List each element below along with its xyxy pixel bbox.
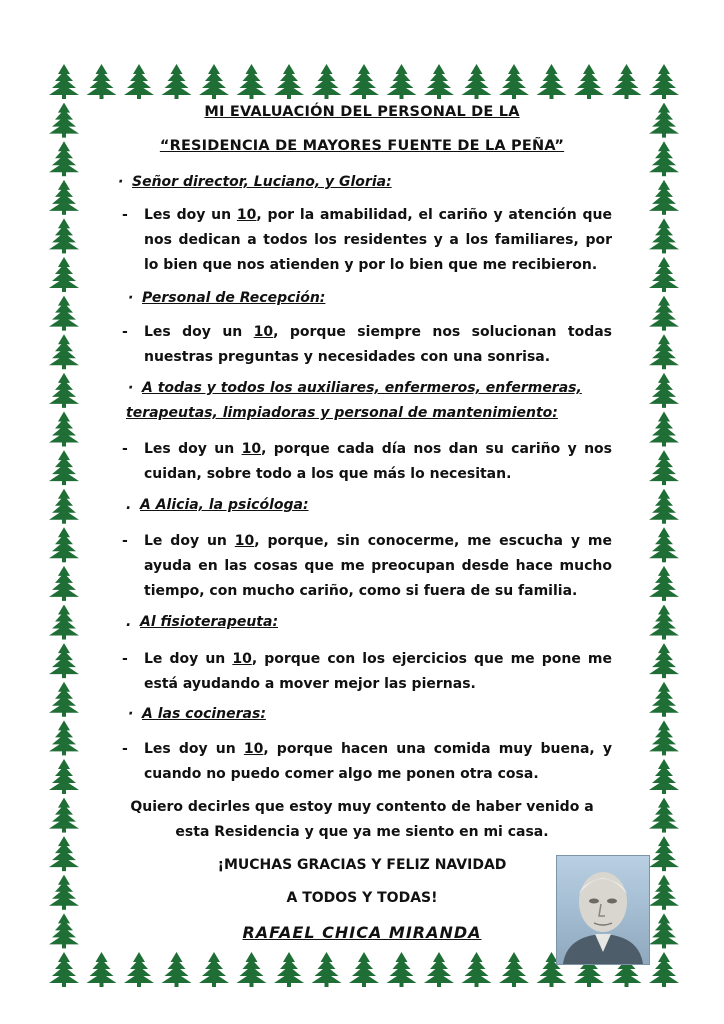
closing-line-1: Quiero decirles que estoy muy contento de haber venido a (130, 799, 594, 815)
christmas-tree-icon (649, 720, 679, 755)
christmas-tree-icon (49, 566, 79, 601)
christmas-tree-icon (49, 334, 79, 369)
christmas-tree-icon (49, 720, 79, 755)
christmas-tree-icon (537, 64, 567, 99)
christmas-tree-icon (49, 373, 79, 408)
christmas-tree-icon (312, 952, 342, 987)
closing-line-2: esta Residencia y que ya me siento en mi casa. (175, 824, 549, 840)
christmas-tree-icon (649, 527, 679, 562)
christmas-tree-icon (49, 759, 79, 794)
christmas-tree-icon (649, 952, 679, 987)
thanks-line-2: A TODOS Y TODAS! (286, 890, 438, 906)
christmas-tree-icon (462, 64, 492, 99)
christmas-tree-icon (349, 64, 379, 99)
christmas-tree-icon (649, 296, 679, 331)
christmas-tree-icon (649, 411, 679, 446)
christmas-tree-icon (649, 489, 679, 524)
christmas-tree-icon (49, 952, 79, 987)
christmas-tree-icon (49, 64, 79, 99)
section-text-psychologist: - Le doy un 10, porque, sin conocerme, me escucha y me ayuda en las cosas que me preocupan desde hace mucho tiempo, con mucho cariño, como si fuera de su familia. (122, 533, 612, 599)
christmas-tree-icon (649, 218, 679, 253)
christmas-tree-icon (312, 64, 342, 99)
christmas-tree-icon (49, 450, 79, 485)
christmas-tree-icon (649, 759, 679, 794)
christmas-tree-icon (87, 952, 117, 987)
section-heading-cooks: · A las cocineras: (128, 706, 266, 722)
christmas-tree-icon (274, 952, 304, 987)
thanks-line-1: ¡MUCHAS GRACIAS Y FELIZ NAVIDAD (217, 857, 507, 873)
christmas-tree-icon (649, 64, 679, 99)
christmas-tree-icon (124, 952, 154, 987)
christmas-tree-icon (649, 643, 679, 678)
christmas-tree-icon (237, 952, 267, 987)
christmas-tree-icon (87, 64, 117, 99)
christmas-tree-icon (237, 64, 267, 99)
christmas-tree-icon (649, 373, 679, 408)
christmas-tree-icon (424, 952, 454, 987)
section-heading-reception: · Personal de Recepción: (128, 290, 326, 306)
christmas-tree-icon (462, 952, 492, 987)
christmas-tree-icon (349, 952, 379, 987)
christmas-tree-icon (124, 64, 154, 99)
section-heading-staff-line-1: · A todas y todos los auxiliares, enfermeros, enfermeras, (128, 380, 582, 396)
christmas-tree-icon (49, 296, 79, 331)
signature: RAFAEL CHICA MIRANDA (242, 923, 482, 942)
christmas-tree-icon (162, 64, 192, 99)
christmas-tree-icon (49, 605, 79, 640)
section-text-physio: - Le doy un 10, porque con los ejercicios que me pone me está ayudando a mover mejor las piernas. (122, 651, 612, 692)
christmas-tree-icon (649, 257, 679, 292)
section-text-staff: - Les doy un 10, porque cada día nos dan su cariño y nos cuidan, sobre todo a los que más lo necesitan. (122, 441, 612, 482)
christmas-tree-icon (49, 411, 79, 446)
portrait-photo (556, 855, 650, 965)
section-heading-director: · Señor director, Luciano, y Gloria: (118, 174, 392, 190)
christmas-tree-icon (199, 952, 229, 987)
christmas-tree-icon (49, 180, 79, 215)
christmas-tree-icon (499, 952, 529, 987)
christmas-tree-icon (424, 64, 454, 99)
christmas-tree-icon (387, 64, 417, 99)
christmas-tree-icon (49, 682, 79, 717)
document-title-line-1: MI EVALUACIÓN DEL PERSONAL DE LA (204, 104, 520, 120)
christmas-tree-icon (162, 952, 192, 987)
christmas-tree-icon (49, 489, 79, 524)
christmas-tree-icon (649, 566, 679, 601)
christmas-tree-icon (49, 527, 79, 562)
christmas-tree-icon (49, 643, 79, 678)
christmas-tree-icon (649, 682, 679, 717)
section-text-director: - Les doy un 10, por la amabilidad, el cariño y atención que nos dedican a todos los residentes y a los familiares, por lo bien que nos atienden y por lo bien que me recibieron. (122, 207, 613, 273)
christmas-tree-icon (49, 218, 79, 253)
christmas-tree-icon (649, 334, 679, 369)
christmas-tree-icon (387, 952, 417, 987)
section-text-cooks: - Les doy un 10, porque hacen una comida muy buena, y cuando no puedo comer algo me ponen otra cosa. (122, 741, 612, 782)
christmas-tree-icon (649, 450, 679, 485)
christmas-tree-icon (199, 64, 229, 99)
section-heading-psychologist: . A Alicia, la psicóloga: (126, 497, 309, 513)
christmas-tree-icon (612, 64, 642, 99)
christmas-tree-icon (649, 180, 679, 215)
christmas-tree-icon (499, 64, 529, 99)
christmas-tree-icon (274, 64, 304, 99)
section-heading-physio: . Al fisioterapeuta: (126, 614, 279, 630)
christmas-tree-icon (49, 257, 79, 292)
christmas-tree-icon (649, 605, 679, 640)
section-heading-staff-line-2: terapeutas, limpiadoras y personal de mantenimiento: (126, 405, 558, 421)
document-title-line-2: “RESIDENCIA DE MAYORES FUENTE DE LA PEÑA” (159, 138, 565, 154)
christmas-tree-icon (574, 64, 604, 99)
section-text-reception: - Les doy un 10, porque siempre nos solucionan todas nuestras preguntas y necesidades con una sonrisa. (122, 324, 612, 365)
